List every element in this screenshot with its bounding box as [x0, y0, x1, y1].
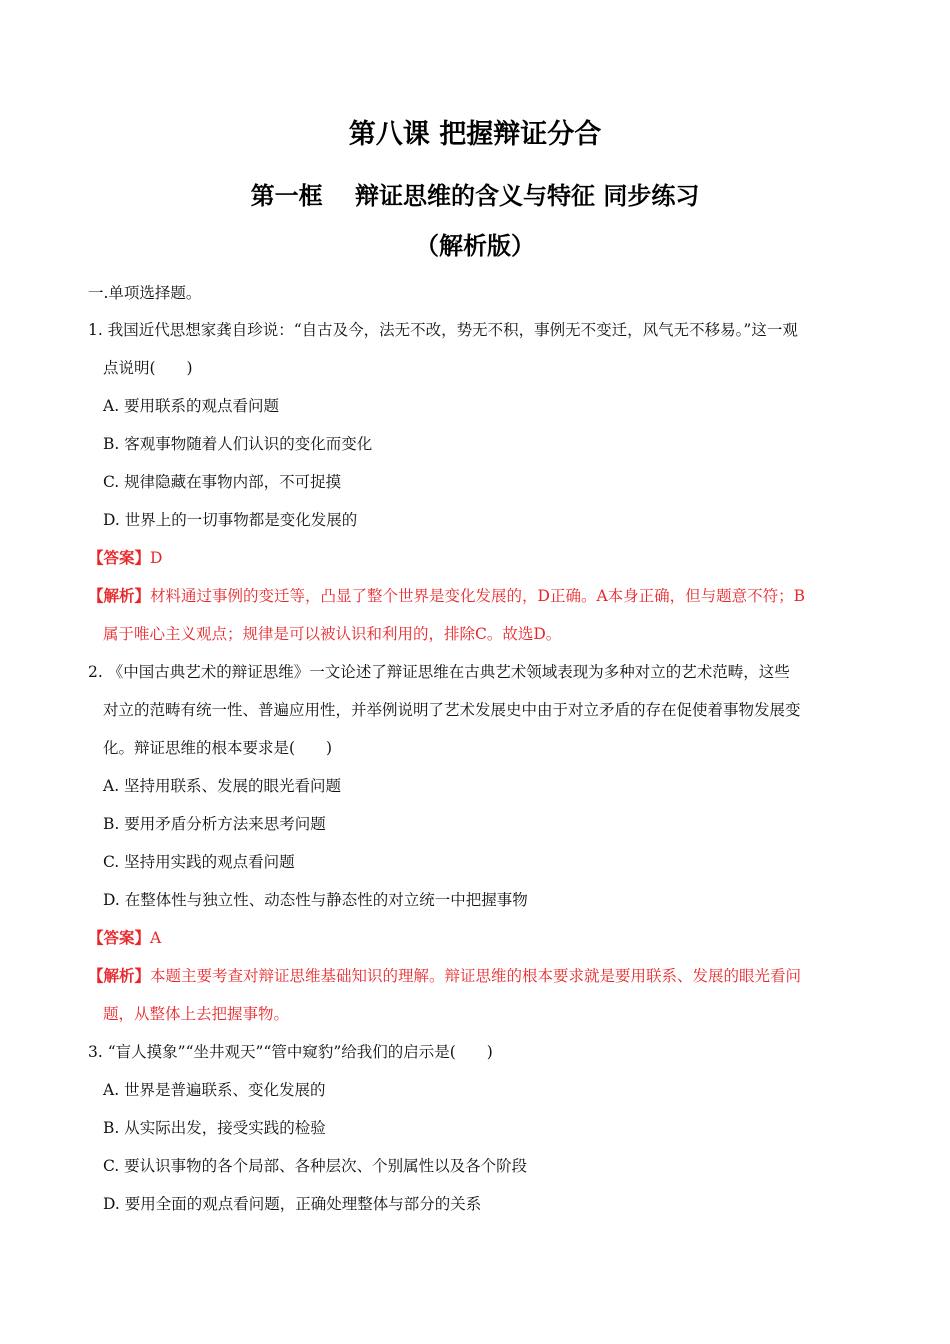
question-3-option-c: C. 要认识事物的各个局部、各种层次、个别属性以及各个阶段 — [103, 1157, 528, 1175]
question-1-analysis-line-1 — [88, 585, 805, 607]
question-1-stem-line-1: 1. 我国近代思想家龚自珍说：“自古及今，法无不改，势无不积，事例无不变迁，风气无不移易。”这一观 — [88, 321, 798, 339]
section-heading: 一.单项选择题。 — [88, 284, 202, 302]
edition-label: （解析版） — [415, 232, 535, 260]
question-2-option-d: D. 在整体性与独立性、动态性与静态性的对立统一中把握事物 — [103, 891, 528, 909]
analysis-tag: 【解析】 — [88, 586, 151, 605]
question-1-stem-line-2: 点说明( ) — [103, 359, 193, 377]
question-2-analysis-line-1 — [88, 965, 801, 987]
lesson-title: 第八课 把握辩证分合 — [348, 119, 602, 150]
question-2-answer — [88, 927, 161, 949]
question-3-option-d: D. 要用全面的观点看问题，正确处理整体与部分的关系 — [103, 1195, 482, 1213]
question-1-option-b: B. 客观事物随着人们认识的变化而变化 — [103, 435, 373, 453]
question-2-analysis-line-2: 题，从整体上去把握事物。 — [103, 1005, 290, 1023]
question-2-stem-line-3: 化。辩证思维的根本要求是( ) — [103, 739, 333, 757]
answer-tag: 【答案】 — [88, 548, 151, 567]
question-2-option-c: C. 坚持用实践的观点看问题 — [103, 853, 295, 871]
question-3-stem-line-1: 3. “盲人摸象”“坐井观天”“管中窥豹”给我们的启示是( ) — [88, 1043, 493, 1061]
answer-tag: 【答案】 — [88, 928, 151, 947]
question-1-option-a: A. 要用联系的观点看问题 — [103, 397, 280, 415]
analysis-text: 本题主要考查对辩证思维基础知识的理解。辩证思维的根本要求就是要用联系、发展的眼光看问 — [150, 967, 802, 985]
question-3-option-b: B. 从实际出发，接受实践的检验 — [103, 1119, 326, 1137]
question-2-stem-line-2: 对立的范畴有统一性、普遍应用性，并举例说明了艺术发展史中由于对立矛盾的存在促使着事物发展变 — [103, 701, 801, 719]
question-1-answer — [88, 547, 162, 569]
question-1-option-d: D. 世界上的一切事物都是变化发展的 — [103, 511, 358, 529]
analysis-text: 材料通过事例的变迁等，凸显了整个世界是变化发展的，D正确。A本身正确，但与题意不符；B — [150, 587, 806, 605]
question-1-analysis-line-2: 属于唯心主义观点；规律是可以被认识和利用的，排除C。故选D。 — [103, 625, 562, 643]
analysis-tag: 【解析】 — [88, 966, 151, 985]
section-title: 第一框 辩证思维的含义与特征 同步练习 — [250, 182, 700, 210]
question-2-option-b: B. 要用矛盾分析方法来思考问题 — [103, 815, 326, 833]
question-1-option-c: C. 规律隐藏在事物内部，不可捉摸 — [103, 473, 342, 491]
question-2-stem-line-1: 2. 《中国古典艺术的辩证思维》一文论述了辩证思维在古典艺术领域表现为多种对立的艺术范畴，这些 — [88, 663, 790, 681]
answer-value: D — [150, 549, 163, 567]
answer-value: A — [150, 929, 162, 947]
question-3-option-a: A. 世界是普遍联系、变化发展的 — [103, 1081, 326, 1099]
question-2-option-a: A. 坚持用联系、发展的眼光看问题 — [103, 777, 342, 795]
